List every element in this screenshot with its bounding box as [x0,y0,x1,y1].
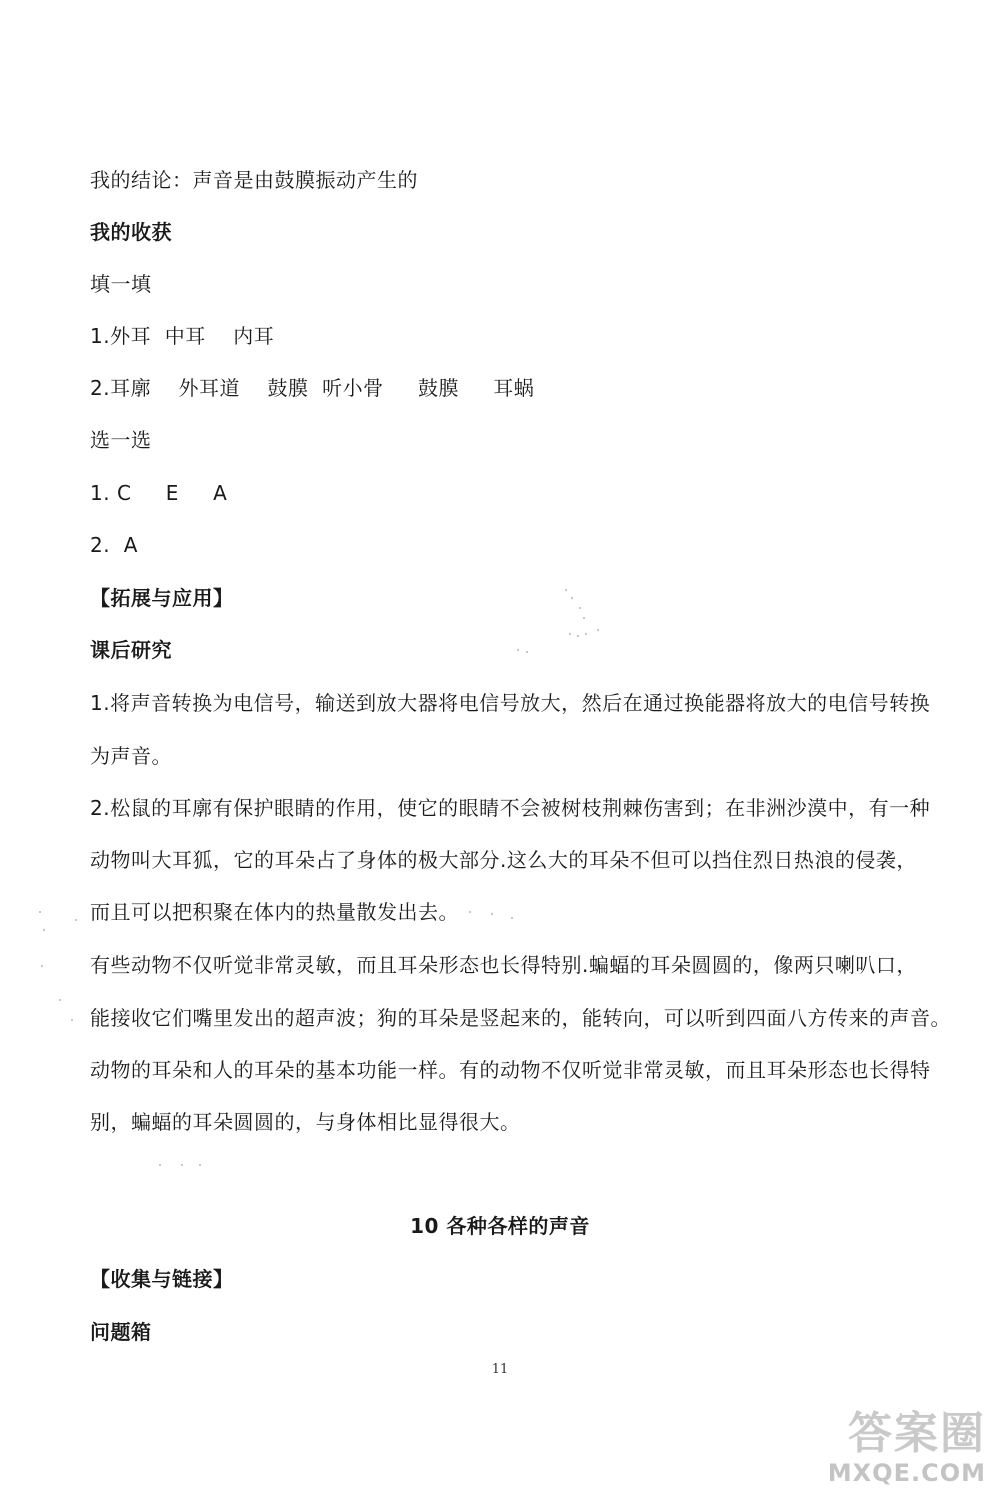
research-answer-1-line-2: 为声音。 [90,744,172,768]
paragraph-4-line-2: 别，蝙蝠的耳朵圆圆的，与身体相比显得很大。 [90,1110,521,1134]
collect-heading: 【收集与链接】 [90,1267,234,1291]
fill-heading: 填一填 [90,272,152,296]
research-answer-2-line-3: 而且可以把积聚在体内的热量散发出去。 [90,900,459,924]
fill-answer-2: 2.耳廓 外耳道 鼓膜 听小骨 鼓膜 耳蜗 [90,376,535,400]
conclusion-text: 我的结论：声音是由鼓膜振动产生的 [90,168,418,192]
page-number: 11 [491,1362,509,1377]
watermark-top-text: 答案圈 [848,1408,986,1459]
paragraph-4-line-1: 动物的耳朵和人的耳朵的基本功能一样。有的动物不仅听觉非常灵敏，而且耳朵形态也长得特 [90,1058,931,1082]
choose-answer-2: 2. A [90,533,138,557]
research-heading: 课后研究 [90,638,172,662]
paragraph-3-line-2: 能接收它们嘴里发出的超声波；狗的耳朵是竖起来的，能转向，可以听到四面八方传来的声音。 [90,1006,951,1030]
fill-answer-1: 1.外耳 中耳 内耳 [90,324,275,348]
extend-heading: 【拓展与应用】 [90,586,234,610]
research-answer-2-line-1: 2.松鼠的耳廓有保护眼睛的作用，使它的眼睛不会被树枝荆棘伤害到；在非洲沙漠中，有一种 [90,796,931,820]
section-title: 10 各种各样的声音 [410,1214,590,1238]
question-box-heading: 问题箱 [90,1320,152,1344]
research-answer-1-line-1: 1.将声音转换为电信号，输送到放大器将电信号放大，然后在通过换能器将放大的电信号转换 [90,691,931,715]
harvest-heading: 我的收获 [90,220,172,244]
choose-answer-1: 1. C E A [90,481,228,505]
paragraph-3-line-1: 有些动物不仅听觉非常灵敏，而且耳朵形态也长得特别.蝙蝠的耳朵圆圆的，像两只喇叭口， [90,953,917,977]
watermark-bottom-text: MXQE.COM [827,1459,986,1487]
choose-heading: 选一选 [90,428,152,452]
research-answer-2-line-2: 动物叫大耳狐，它的耳朵占了身体的极大部分.这么大的耳朵不但可以挡住烈日热浪的侵袭， [90,848,917,872]
